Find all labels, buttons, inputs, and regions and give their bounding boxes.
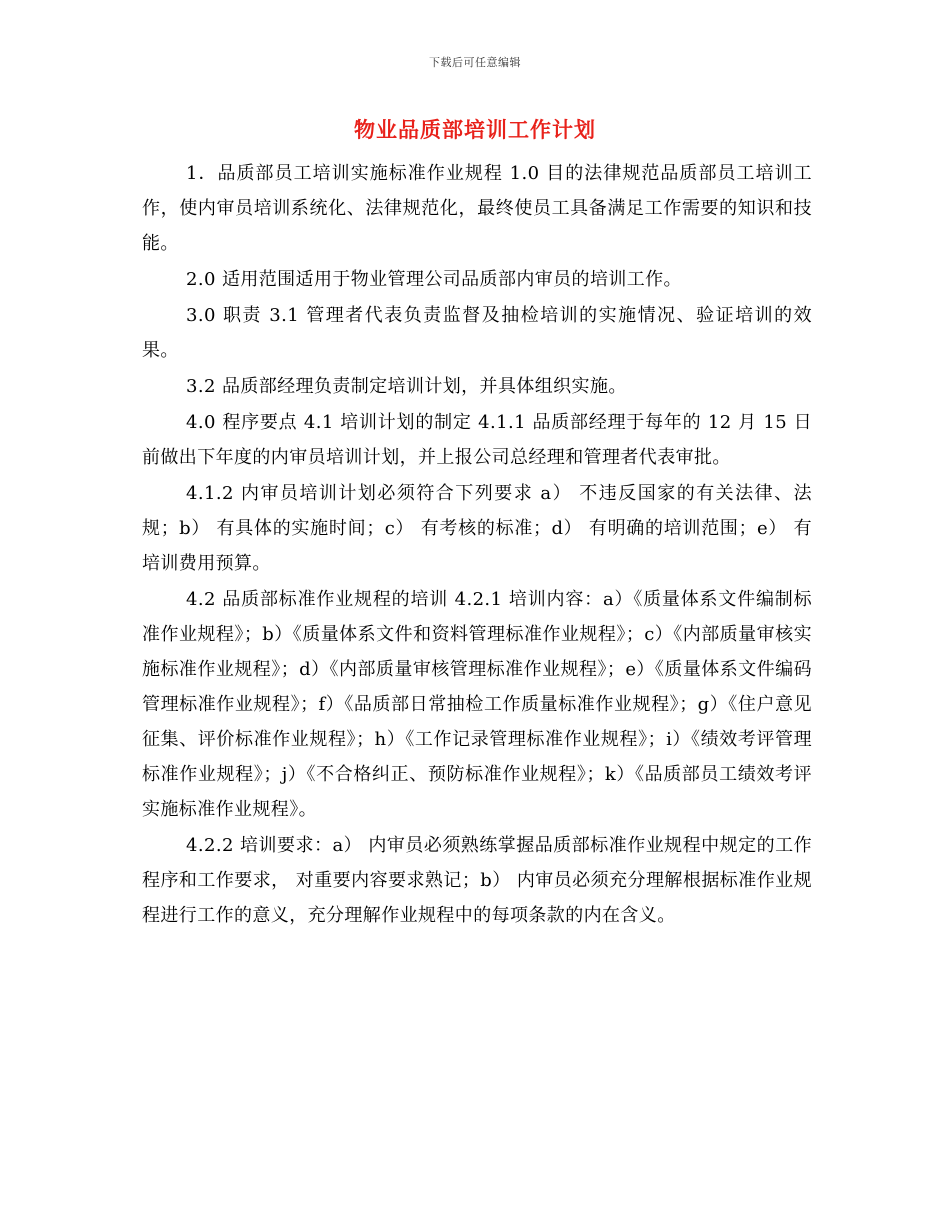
- paragraph-training-requirements: 4.2.2 培训要求：a） 内审员必须熟练掌握品质部标准作业规程中规定的工作程序和工作要求， 对重要内容要求熟记；b） 内审员必须充分理解根据标准作业规程进行工作的意义，充分理解作业规程中的每项条款的内在含义。: [142, 835, 812, 926]
- document-body: [142, 156, 812, 934]
- paragraph-plan-requirements: 4.1.2 内审员培训计划必须符合下列要求 a） 不违反国家的有关法律、法规；b） 有具体的实施时间；c） 有考核的标准；d） 有明确的培训范围；e） 有培训费用预算。: [142, 483, 812, 574]
- paragraph-responsibility: 3.0 职责 3.1 管理者代表负责监督及抽检培训的实施情况、验证培训的效果。: [142, 305, 812, 361]
- document-title: 物业品质部培训工作计划: [354, 118, 596, 142]
- paragraph-procedure: 4.0 程序要点 4.1 培训计划的制定 4.1.1 品质部经理于每年的 12 月 15 日前做出下年度的内审员培训计划，并上报公司总经理和管理者代表审批。: [142, 412, 812, 468]
- paragraph-purpose: 1．品质部员工培训实施标准作业规程 1.0 目的法律规范品质部员工培训工作，使内审员培训系统化、法律规范化，最终使员工具备满足工作需要的知识和技能。: [142, 163, 812, 254]
- paragraph-scope: 2.0 适用范围适用于物业管理公司品质部内审员的培训工作。: [186, 269, 682, 290]
- page-header-note: 下载后可任意编辑: [429, 56, 521, 69]
- paragraph-manager-duty: 3.2 品质部经理负责制定培训计划，并具体组织实施。: [186, 376, 627, 397]
- paragraph-training-content: 4.2 品质部标准作业规程的培训 4.2.1 培训内容：a）《质量体系文件编制标准作业规程》；b）《质量体系文件和资料管理标准作业规程》；c）《内部质量审核实施标准作业规程》；d）《内部质量审核管理标准作业规程》；e）《质量体系文件编码管理标准作业规程》；f）《品质部日常抽检工作质量标准作业规程》；g）《住户意见征集、评价标准作业规程》；h）《工作记录管理标准作业规程》；i）《绩效考评管理标准作业规程》；j）《不合格纠正、预防标准作业规程》；k）《品质部员工绩效考评实施标准作业规程》。: [142, 589, 812, 820]
